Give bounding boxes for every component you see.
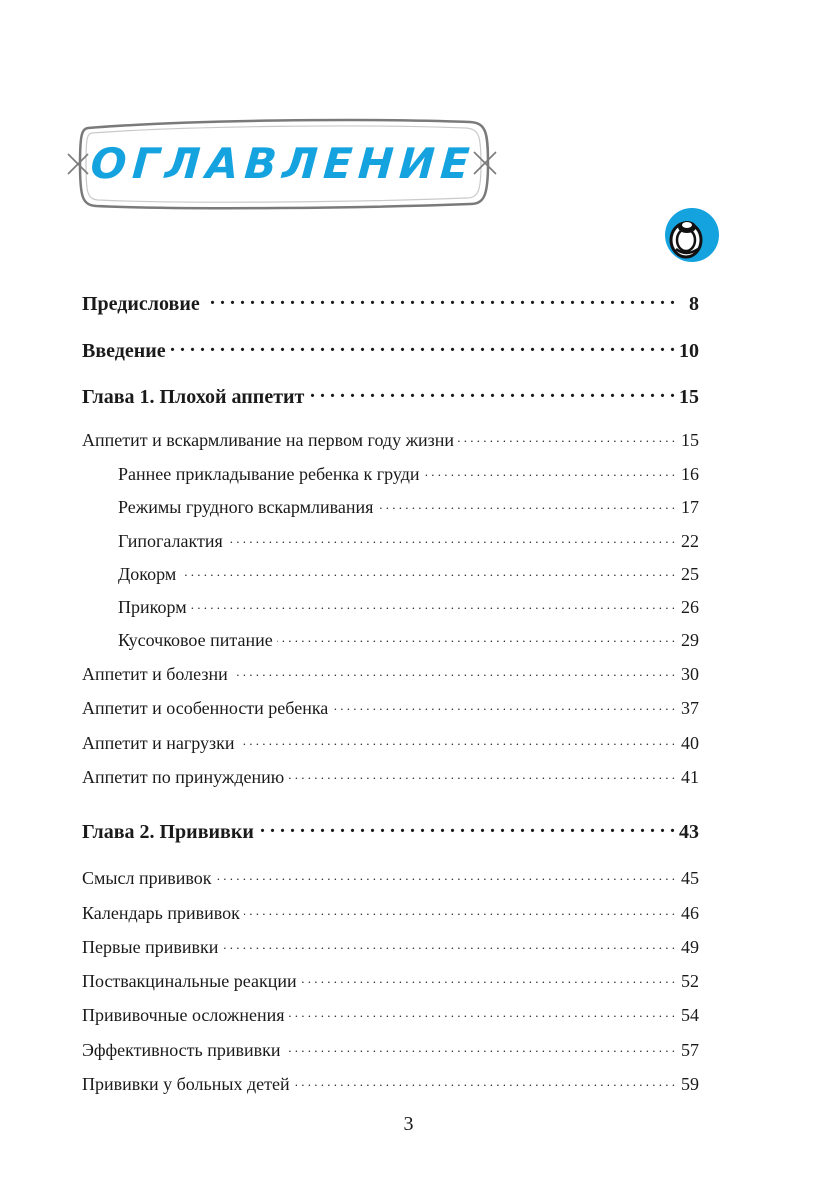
dot-leader (301, 969, 675, 987)
dot-leader (170, 337, 675, 357)
toc-entry-page: 17 (681, 497, 699, 517)
toc-entry[interactable] (82, 428, 699, 451)
toc-entry[interactable] (82, 1038, 699, 1061)
toc-entry[interactable] (118, 628, 699, 651)
dot-leader (215, 866, 675, 884)
dot-leader (424, 462, 675, 480)
toc-entry[interactable] (118, 595, 699, 618)
dot-leader (289, 1003, 675, 1021)
toc-entry-page: 54 (681, 1005, 699, 1025)
toc-entry-label: Гипогалактия (118, 531, 223, 551)
toc-entry-page: 8 (689, 293, 699, 315)
toc-entry-label: Глава 2. Прививки (82, 821, 254, 843)
toc-entry-label: Аппетит и особенности ребенка (82, 698, 329, 718)
toc-entry[interactable] (82, 935, 699, 958)
toc-entry-page: 46 (681, 903, 699, 923)
pacifier-icon (660, 207, 720, 267)
toc-entry[interactable] (82, 731, 699, 754)
toc-entry-page: 16 (681, 464, 699, 484)
dot-leader (227, 529, 675, 547)
toc-entry-page: 26 (681, 597, 699, 617)
page-title: ОГЛАВЛЕНИЕ (89, 139, 477, 188)
toc-entry-label: Аппетит и болезни (82, 664, 228, 684)
toc-entry-label: Аппетит и вскармливание на первом году жизни (82, 430, 455, 450)
toc-entry-label: Докорм (118, 564, 177, 584)
dot-leader (222, 935, 675, 953)
toc-entry[interactable] (82, 765, 699, 788)
dot-leader (377, 495, 675, 513)
toc-entry[interactable] (82, 290, 699, 316)
dot-leader (285, 1038, 675, 1056)
toc-entry[interactable] (118, 495, 699, 518)
toc-entry-label: Раннее прикладывание ребенка к груди (118, 464, 420, 484)
toc-entry[interactable] (82, 383, 699, 409)
toc-entry-label: Смысл прививок (82, 868, 212, 888)
toc-entry-page: 15 (679, 386, 699, 408)
toc-entry[interactable] (82, 866, 699, 889)
toc-entry-label: Аппетит по принуждению (82, 767, 285, 787)
toc-entry-label: Календарь прививок (82, 903, 240, 923)
toc-entry-label: Эффективность прививки (82, 1040, 281, 1060)
dot-leader (232, 662, 675, 680)
toc-entry-page: 52 (681, 971, 699, 991)
toc-entry[interactable] (118, 562, 699, 585)
toc-entry[interactable] (82, 1072, 699, 1095)
toc-entry-page: 15 (681, 430, 699, 450)
toc-entry[interactable] (82, 969, 699, 992)
toc-entry-label: Первые прививки (82, 937, 219, 957)
title-banner (66, 112, 500, 216)
toc-entry-label: Аппетит и нагрузки (82, 733, 235, 753)
toc-entry[interactable] (82, 662, 699, 685)
toc-entry-page: 29 (681, 630, 699, 650)
toc-entry[interactable] (82, 818, 699, 844)
toc-entry-label: Режимы грудного вскармливания (118, 497, 374, 517)
dot-leader (288, 765, 675, 783)
dot-leader (308, 383, 675, 403)
toc-entry-label: Прикорм (118, 597, 187, 617)
dot-leader (332, 696, 675, 714)
dot-leader (244, 901, 675, 919)
toc-entry-label: Предисловие (82, 293, 200, 315)
toc-entry-label: Прививки у больных детей (82, 1074, 290, 1094)
toc-entry-label: Поствакцинальные реакции (82, 971, 297, 991)
toc-entry-page: 41 (681, 767, 699, 787)
toc-entry[interactable] (82, 337, 699, 363)
dot-leader (204, 290, 675, 310)
toc-entry[interactable] (82, 696, 699, 719)
toc-entry[interactable] (82, 1003, 699, 1026)
toc-entry-page: 30 (681, 664, 699, 684)
dot-leader (458, 428, 675, 446)
toc-entry-page: 37 (681, 698, 699, 718)
toc-entry-page: 43 (679, 821, 699, 843)
dot-leader (294, 1072, 675, 1090)
toc-entry[interactable] (118, 462, 699, 485)
toc-entry-page: 45 (681, 868, 699, 888)
toc-entry-label: Кусочковое питание (118, 630, 273, 650)
toc-entry-page: 57 (681, 1040, 699, 1060)
toc-entry-page: 22 (681, 531, 699, 551)
toc-entry-label: Введение (82, 340, 166, 362)
toc-entry-label: Прививочные осложнения (82, 1005, 285, 1025)
dot-leader (180, 562, 675, 580)
toc-entry-page: 49 (681, 937, 699, 957)
page-number: 3 (403, 1113, 414, 1135)
toc-entry[interactable] (118, 529, 699, 552)
dot-leader (191, 595, 675, 613)
toc-entry-page: 10 (679, 340, 699, 362)
dot-leader (239, 731, 675, 749)
toc-entry-label: Глава 1. Плохой аппетит (82, 386, 305, 408)
toc-entry-page: 40 (681, 733, 699, 753)
dot-leader (258, 818, 675, 838)
toc-entry-page: 59 (681, 1074, 699, 1094)
dot-leader (277, 628, 675, 646)
toc-entry[interactable] (82, 901, 699, 924)
toc-entry-page: 25 (681, 564, 699, 584)
